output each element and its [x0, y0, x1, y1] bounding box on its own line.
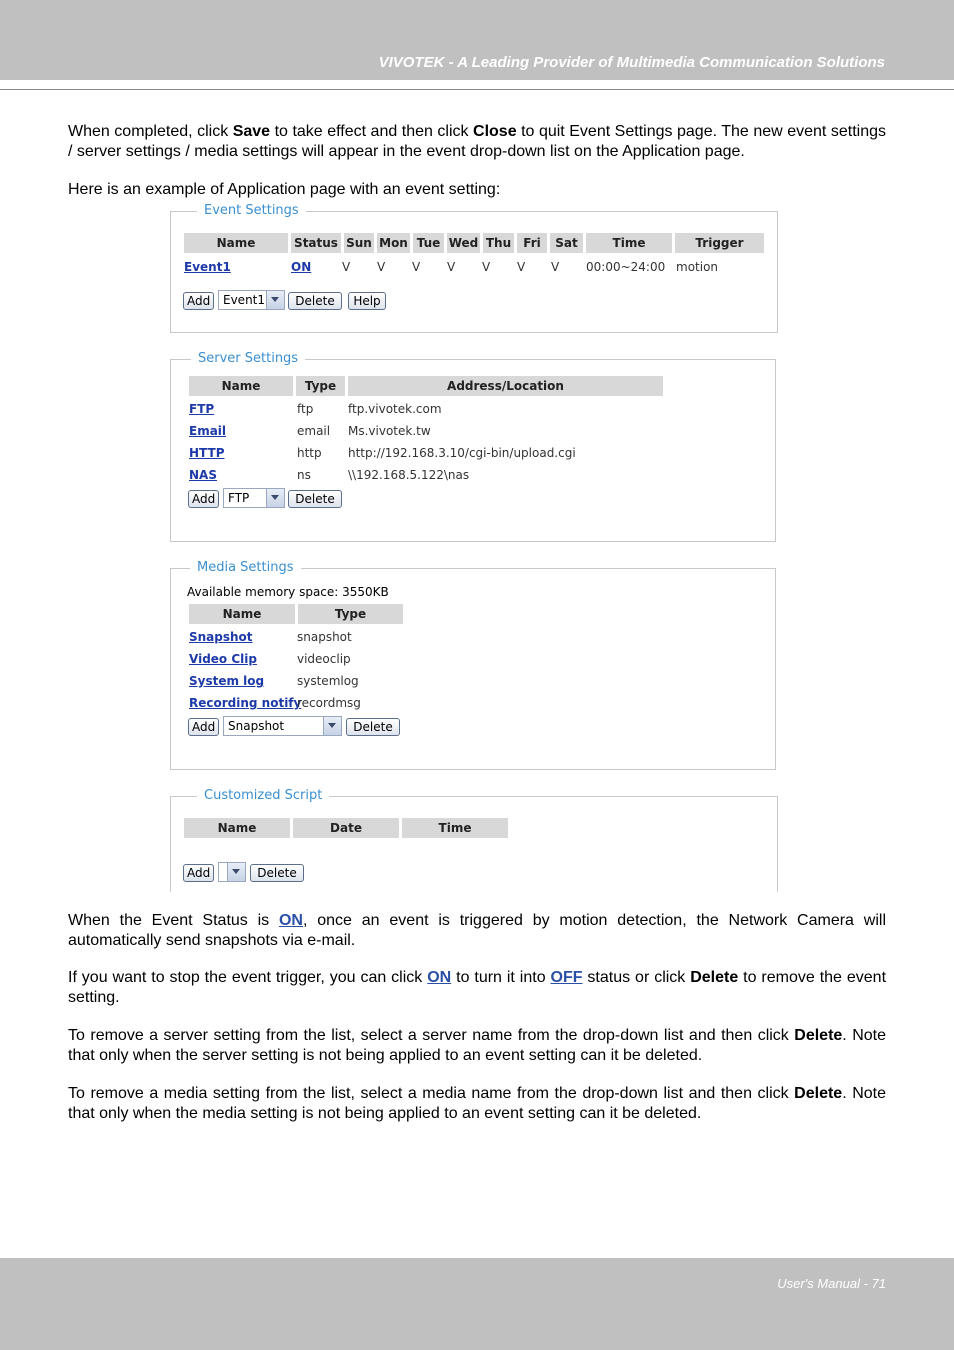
- delete-keyword: Delete: [794, 1027, 843, 1044]
- media-name-link[interactable]: System log: [189, 674, 265, 688]
- col-header-name: Name: [184, 233, 288, 253]
- chevron-down-icon: [266, 291, 284, 309]
- event-add-button[interactable]: Add: [183, 292, 214, 310]
- example-intro: Here is an example of Application page with an event setting:: [68, 181, 501, 198]
- server-type: ftp: [297, 402, 314, 416]
- event-select-value: Event1: [223, 293, 266, 307]
- event-day-sat: V: [551, 260, 560, 274]
- col-header-address: Address/Location: [348, 376, 663, 396]
- media-type: snapshot: [297, 630, 352, 644]
- body-text: When the Event Status is: [68, 912, 279, 929]
- remove-media-paragraph: [68, 1084, 886, 1123]
- delete-keyword: Delete: [690, 969, 739, 986]
- intro-text: When completed, click: [68, 123, 233, 140]
- col-header-type: Type: [296, 376, 345, 396]
- media-type: videoclip: [297, 652, 351, 666]
- col-header-wed: Wed: [447, 233, 480, 253]
- event-day-wed: V: [447, 260, 456, 274]
- server-settings-panel: [170, 351, 776, 542]
- media-name-link[interactable]: Recording notify: [189, 696, 302, 710]
- event-settings-legend: Event Settings: [197, 203, 306, 218]
- on-keyword: ON: [427, 969, 452, 986]
- event-delete-button[interactable]: Delete: [288, 292, 342, 310]
- media-name-link[interactable]: Snapshot: [189, 630, 253, 644]
- available-memory: Available memory space: 3550KB: [187, 585, 389, 599]
- server-select-value: FTP: [228, 491, 250, 505]
- event-day-fri: V: [517, 260, 526, 274]
- server-type: email: [297, 424, 331, 438]
- col-header-tue: Tue: [413, 233, 444, 253]
- body-text: . Note that only when the server setting is not being applied to an event setting can it be deleted.: [68, 1027, 886, 1064]
- script-add-button[interactable]: Add: [183, 864, 214, 882]
- page-header: [0, 0, 954, 80]
- col-header-mon: Mon: [377, 233, 410, 253]
- server-add-button[interactable]: Add: [188, 490, 219, 508]
- header-title: VIVOTEK - A Leading Provider of Multimedia Communication Solutions: [378, 54, 885, 71]
- event-select[interactable]: [218, 290, 285, 310]
- media-type: recordmsg: [297, 696, 361, 710]
- chevron-down-icon: [266, 489, 284, 507]
- col-header-fri: Fri: [517, 233, 547, 253]
- event-day-tue: V: [412, 260, 421, 274]
- event-day-thu: V: [482, 260, 491, 274]
- col-header-name: Name: [189, 604, 295, 624]
- body-text: To remove a server setting from the list, select a server name from the drop-down list and then click: [68, 1027, 795, 1044]
- event-status-paragraph: [68, 911, 886, 950]
- server-type: http: [297, 446, 322, 460]
- script-select[interactable]: [218, 862, 246, 882]
- header-rule: [0, 89, 954, 90]
- media-type: systemlog: [297, 674, 359, 688]
- delete-keyword: Delete: [794, 1085, 843, 1102]
- body-text: status or click: [582, 969, 691, 986]
- event-day-sun: V: [342, 260, 351, 274]
- server-address: http://192.168.3.10/cgi-bin/upload.cgi: [348, 446, 576, 460]
- off-keyword: OFF: [550, 969, 583, 986]
- col-header-thu: Thu: [483, 233, 514, 253]
- event-time: 00:00~24:00: [586, 260, 666, 274]
- customized-script-legend: Customized Script: [197, 788, 329, 803]
- media-add-button[interactable]: Add: [188, 718, 219, 736]
- server-settings-legend: Server Settings: [191, 351, 305, 366]
- server-address: ftp.vivotek.com: [348, 402, 442, 416]
- event-name-link[interactable]: Event1: [184, 260, 231, 274]
- page-number: User's Manual - 71: [777, 1276, 886, 1291]
- remove-server-paragraph: [68, 1026, 886, 1065]
- server-select[interactable]: [223, 488, 285, 508]
- event-settings-panel: [170, 203, 778, 333]
- server-delete-button[interactable]: Delete: [288, 490, 342, 508]
- media-settings-panel: [170, 560, 776, 770]
- close-keyword: Close: [473, 123, 517, 140]
- body-text: . Note that only when the media setting is not being applied to an event setting can it be deleted.: [68, 1085, 886, 1122]
- col-header-sun: Sun: [344, 233, 374, 253]
- media-select-value: Snapshot: [228, 719, 285, 733]
- col-header-sat: Sat: [550, 233, 583, 253]
- server-name-link[interactable]: NAS: [189, 468, 217, 482]
- col-header-name: Name: [189, 376, 293, 396]
- event-trigger: motion: [676, 260, 719, 274]
- col-header-time: Time: [586, 233, 672, 253]
- event-help-button[interactable]: Help: [348, 292, 386, 310]
- col-header-trigger: Trigger: [675, 233, 764, 253]
- customized-script-panel: [170, 788, 778, 892]
- col-header-name: Name: [184, 818, 290, 838]
- body-text: , once an event is triggered by motion detection, the Network Camera will automatically send snapshots via e-mail.: [68, 912, 886, 949]
- intro-text: to quit Event Settings page. The new event settings / server settings / media settings will appear in the event drop-down list on the Application page.: [68, 123, 886, 160]
- media-settings-legend: Media Settings: [190, 560, 301, 575]
- server-name-link[interactable]: Email: [189, 424, 227, 438]
- col-header-date: Date: [293, 818, 399, 838]
- col-header-status: Status: [291, 233, 341, 253]
- media-name-link[interactable]: Video Clip: [189, 652, 257, 666]
- server-address: Ms.vivotek.tw: [348, 424, 431, 438]
- body-text: To remove a media setting from the list, select a media name from the drop-down list and then click: [68, 1085, 795, 1102]
- intro-paragraph: [68, 122, 886, 161]
- save-keyword: Save: [232, 123, 271, 140]
- media-delete-button[interactable]: Delete: [346, 718, 400, 736]
- server-address: \\192.168.5.122\nas: [348, 468, 470, 482]
- body-text: If you want to stop the event trigger, you can click: [68, 969, 428, 986]
- server-name-link[interactable]: HTTP: [189, 446, 225, 460]
- body-text: to remove the event setting.: [68, 969, 887, 1006]
- server-type: ns: [297, 468, 311, 482]
- stop-trigger-paragraph: [68, 968, 886, 1007]
- chevron-down-icon: [227, 863, 245, 881]
- server-name-link[interactable]: FTP: [189, 402, 215, 416]
- col-header-type: Type: [298, 604, 403, 624]
- on-keyword: ON: [278, 912, 303, 929]
- col-header-time: Time: [402, 818, 508, 838]
- page-footer: [0, 1258, 954, 1350]
- body-text: to turn it into: [451, 969, 551, 986]
- chevron-down-icon: [323, 717, 341, 735]
- event-day-mon: V: [377, 260, 386, 274]
- media-select[interactable]: [223, 716, 342, 736]
- event-status-link[interactable]: ON: [291, 260, 312, 274]
- script-delete-button[interactable]: Delete: [250, 864, 304, 882]
- intro-text: to take effect and then click: [270, 123, 474, 140]
